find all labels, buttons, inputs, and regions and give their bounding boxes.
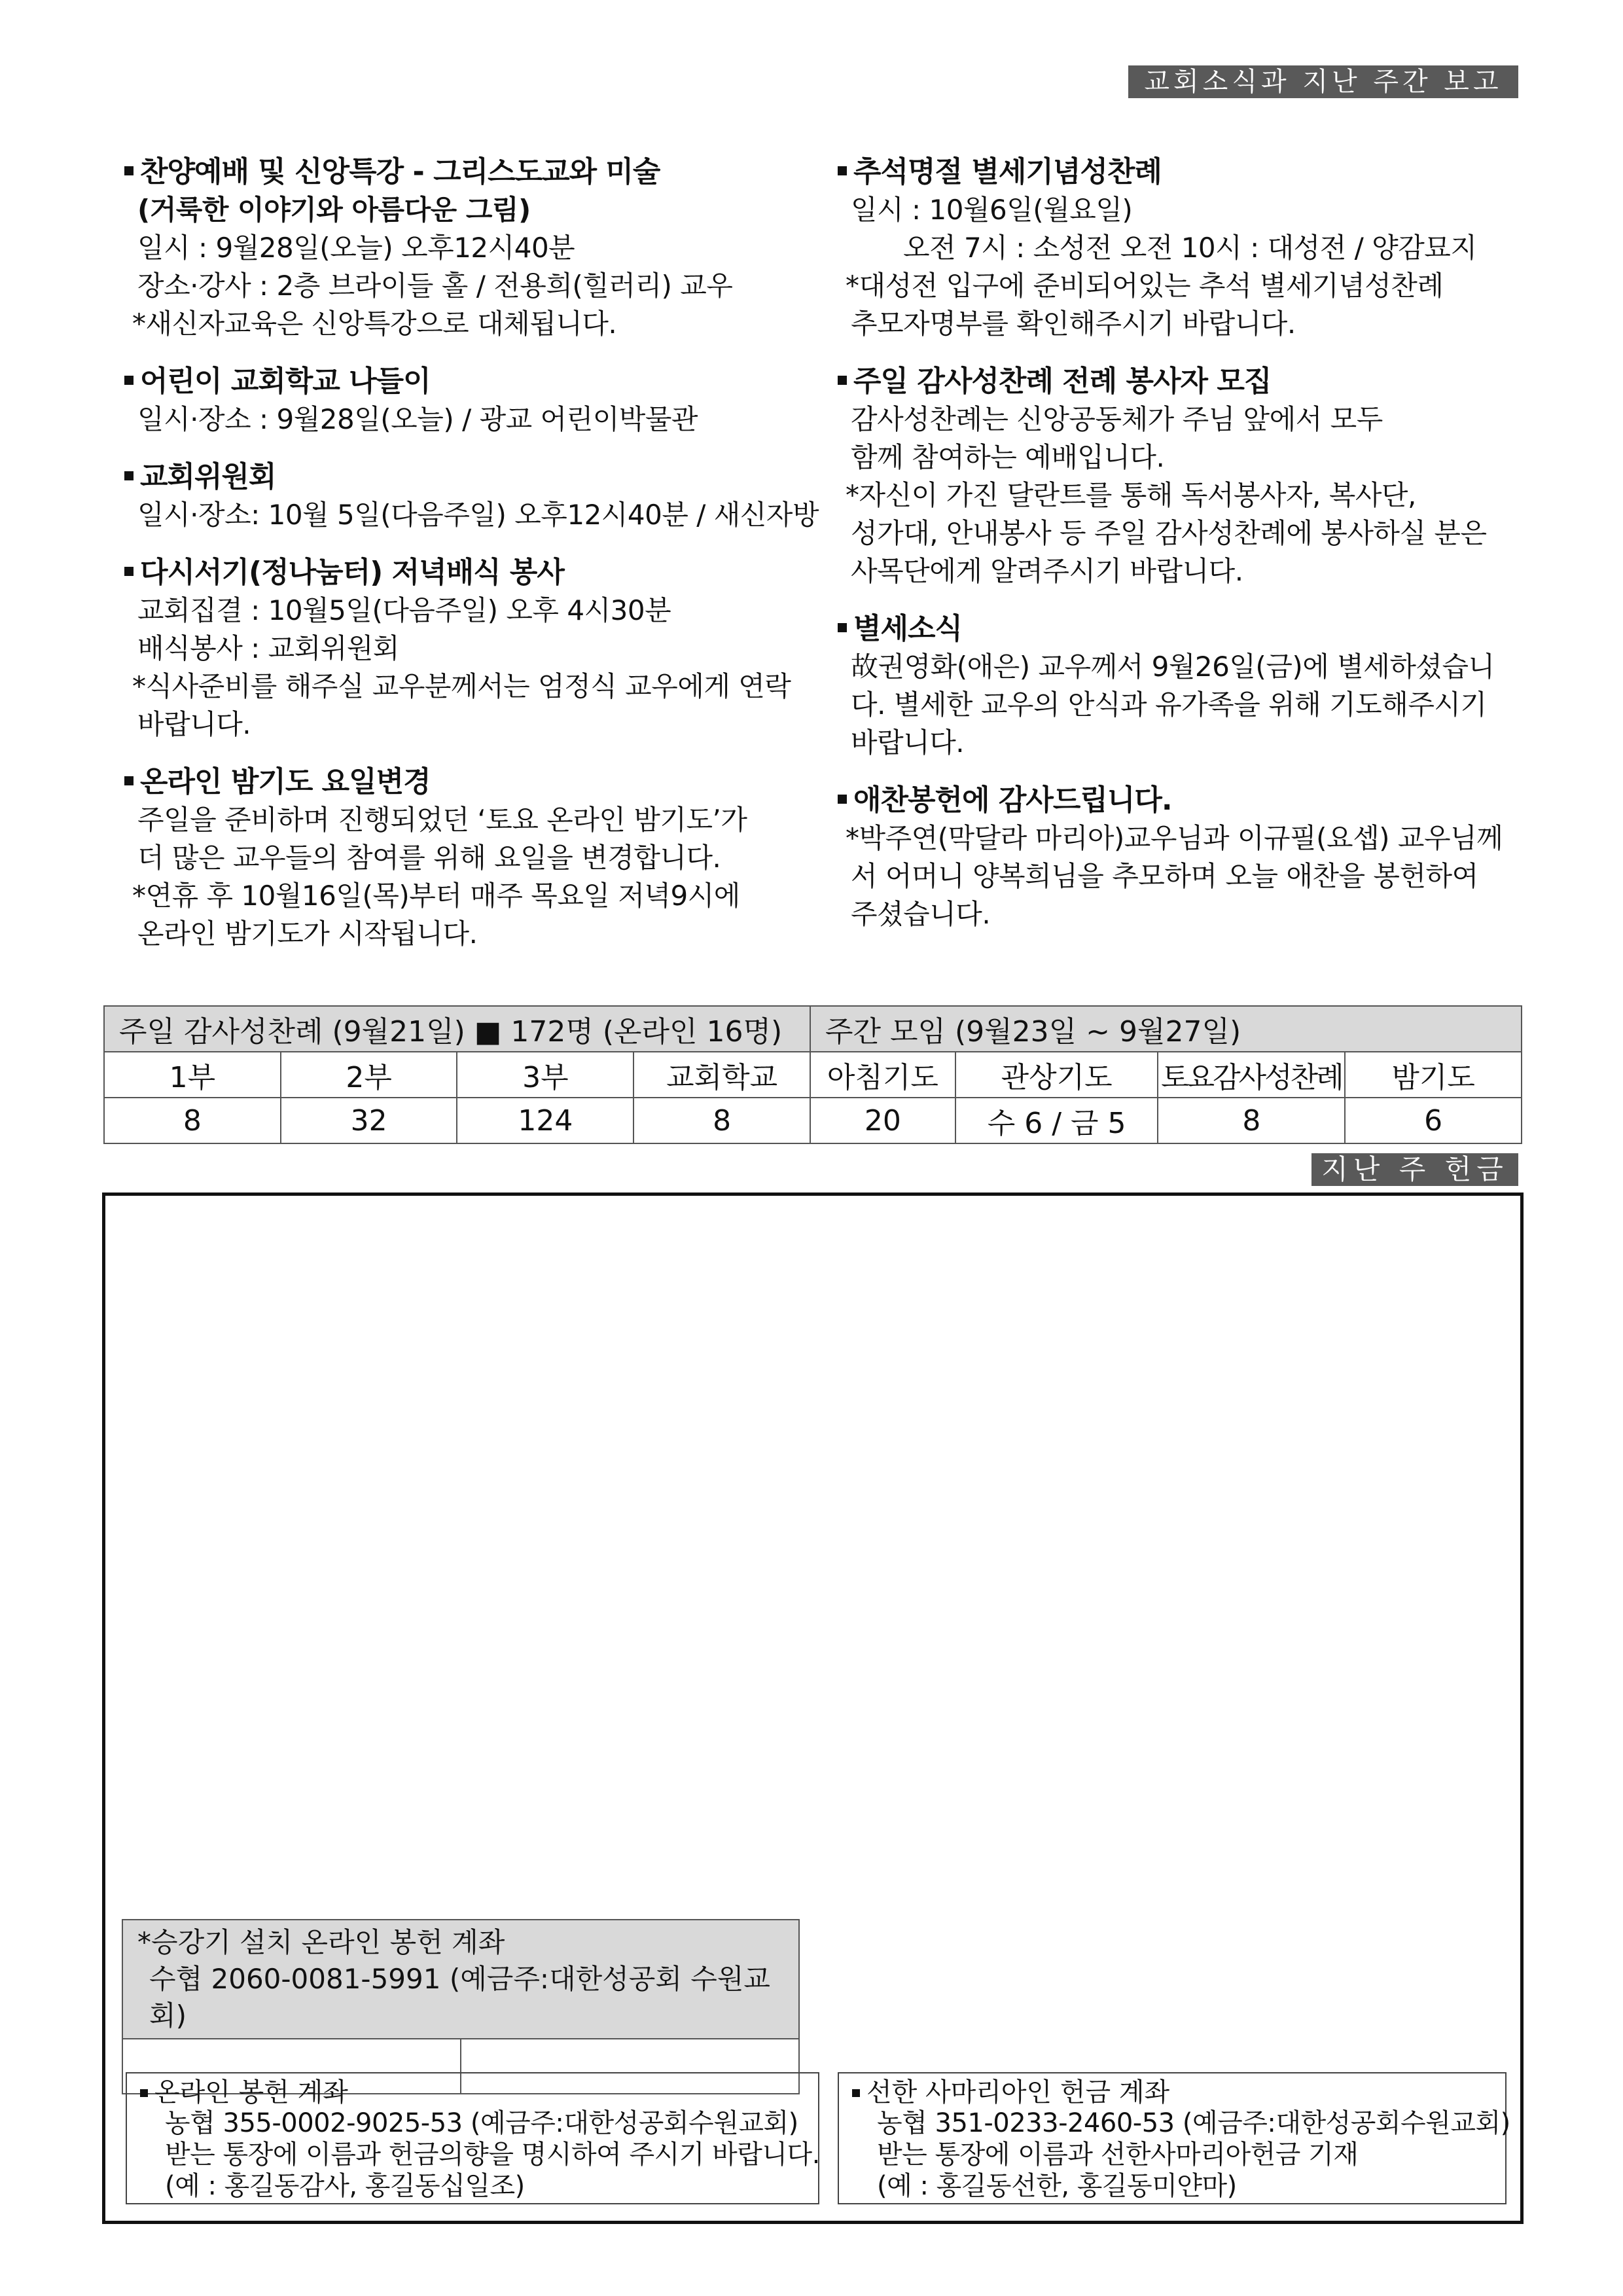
- news-section-line: 배식봉사 : 교회위원회: [137, 632, 400, 664]
- square-bullet-icon: [838, 795, 847, 804]
- news-section-title-text: 주일 감사성찬례 전례 봉사자 모집: [853, 365, 1272, 398]
- square-bullet-icon: [140, 2089, 148, 2097]
- news-section-line: 오전 7시 : 소성전 오전 10시 : 대성전 / 양감묘지: [903, 232, 1477, 264]
- news-section-line: 사목단에게 알려주시기 바랍니다.: [851, 555, 1243, 587]
- news-section-line: 온라인 밤기도가 시작됩니다.: [137, 918, 478, 950]
- attendance-value: 6: [1345, 1098, 1522, 1143]
- news-column-left: [124, 153, 819, 973]
- news-section-line: 성가대, 안내봉사 등 주일 감사성찬례에 봉사하실 분은: [851, 517, 1487, 549]
- news-section: [838, 781, 1522, 933]
- news-section-title: [838, 153, 1522, 191]
- news-section-line: *연휴 후 10월16일(목)부터 매주 목요일 저녁9시에: [132, 880, 740, 912]
- news-section-title-text: 어린이 교회학교 나들이: [140, 365, 431, 398]
- news-section-title: [124, 153, 808, 191]
- online-offering-account-box: [126, 2072, 819, 2204]
- news-section-title: [838, 781, 1522, 819]
- news-section-line: 함께 참여하는 예배입니다.: [851, 441, 1165, 473]
- attendance-column-label: 교회학교: [633, 1052, 810, 1098]
- news-section-title: [124, 458, 808, 496]
- elevator-account-title: *승강기 설치 온라인 봉헌 계좌: [137, 1926, 505, 1958]
- news-column-right: [838, 153, 1522, 953]
- news-section-line: *식사준비를 해주실 교우분께서는 엄정식 교우에게 연락: [132, 670, 791, 702]
- news-section-line: 추모자명부를 확인해주시기 바랍니다.: [851, 308, 1296, 340]
- attendance-column-label: 관상기도: [955, 1052, 1158, 1098]
- attendance-column-label: 밤기도: [1345, 1052, 1522, 1098]
- news-section-line: 바랍니다.: [851, 726, 965, 759]
- news-section-line: 일시 : 10월6일(월요일): [851, 194, 1133, 226]
- news-section-line: 일시·장소 : 9월28일(오늘) / 광교 어린이박물관: [137, 403, 698, 435]
- news-section-title: [838, 363, 1522, 401]
- news-section-title: [124, 363, 808, 401]
- attendance-value: 8: [1158, 1098, 1345, 1143]
- news-section-line: *자신이 가진 달란트를 통해 독서봉사자, 복사단,: [846, 479, 1416, 511]
- attendance-table: [103, 1005, 1522, 1144]
- attendance-column-label: 2부: [281, 1052, 457, 1098]
- news-section-line: (거룩한 이야기와 아름다운 그림): [137, 194, 531, 226]
- news-section-line: 일시·장소: 10월 5일(다음주일) 오후12시40분 / 새신자방: [137, 499, 819, 531]
- news-section-line: 다. 별세한 교우의 안식과 유가족을 위해 기도해주시기: [851, 689, 1487, 721]
- attendance-value: 8: [104, 1098, 281, 1143]
- online-account-line: (예 : 홍길동감사, 홍길동십일조): [165, 2171, 525, 2201]
- samaritan-account-line: 농협 351-0233-2460-53 (예금주:대한성공회수원교회): [877, 2108, 1510, 2138]
- news-section-line: 주셨습니다.: [851, 898, 991, 930]
- news-section-title-text: 다시서기(정나눔터) 저녁배식 봉사: [140, 556, 564, 589]
- offering-tag: 지난 주 헌금: [1311, 1153, 1518, 1186]
- news-section-line: *박주연(막달라 마리아)교우님과 이규필(요셉) 교우님께: [846, 822, 1503, 854]
- news-section-title: [838, 610, 1522, 648]
- news-section: [124, 554, 808, 744]
- attendance-column-label: 3부: [457, 1052, 633, 1098]
- elevator-account-table: [122, 1919, 800, 2094]
- elevator-account-header: [122, 1920, 799, 2039]
- news-section-title-text: 애찬봉헌에 감사드립니다.: [853, 783, 1172, 817]
- online-account-title: 온라인 봉헌 계좌: [154, 2077, 348, 2108]
- attendance-column-row: [104, 1052, 1522, 1098]
- samaritan-account-line: 받는 통장에 이름과 선한사마리아헌금 기재: [877, 2140, 1359, 2170]
- square-bullet-icon: [124, 471, 134, 480]
- news-section-title-text: 추석명절 별세기념성찬례: [853, 155, 1162, 188]
- square-bullet-icon: [838, 166, 847, 175]
- news-section-title-text: 교회위원회: [140, 460, 276, 493]
- news-section-title: [124, 554, 808, 592]
- samaritan-account-title: 선한 사마리아인 헌금 계좌: [866, 2077, 1170, 2108]
- square-bullet-icon: [838, 376, 847, 385]
- square-bullet-icon: [124, 376, 134, 385]
- news-section-line: 일시 : 9월28일(오늘) 오후12시40분: [137, 232, 575, 264]
- news-section: [838, 363, 1522, 590]
- attendance-value: 124: [457, 1098, 633, 1143]
- news-section-title-text: 찬양예배 및 신앙특강 - 그리스도교와 미술: [140, 155, 660, 188]
- samaritan-account-box: [838, 2072, 1510, 2204]
- square-bullet-icon: [124, 166, 134, 175]
- attendance-value: 수 6 / 금 5: [955, 1098, 1158, 1143]
- news-section: [838, 610, 1522, 762]
- news-section: [124, 153, 808, 343]
- news-section-line: 교회집결 : 10월5일(다음주일) 오후 4시30분: [137, 594, 671, 626]
- samaritan-account-line: (예 : 홍길동선한, 홍길동미얀마): [877, 2171, 1237, 2201]
- attendance-value: 20: [810, 1098, 955, 1143]
- attendance-column-label: 아침기도: [810, 1052, 955, 1098]
- news-section-line: 주일을 준비하며 진행되었던 ‘토요 온라인 밤기도’가: [137, 804, 747, 836]
- news-section-title: [124, 763, 808, 801]
- online-account-line: 받는 통장에 이름과 헌금의향을 명시하여 주시기 바랍니다.: [165, 2140, 820, 2170]
- news-section-line: 더 많은 교우들의 참여를 위해 요일을 변경합니다.: [137, 842, 721, 874]
- news-section-line: *새신자교육은 신앙특강으로 대체됩니다.: [132, 308, 617, 340]
- attendance-value: 32: [281, 1098, 457, 1143]
- news-section-line: 감사성찬례는 신앙공동체가 주님 앞에서 모두: [851, 403, 1383, 435]
- news-section-line: 故권영화(애은) 교우께서 9월26일(금)에 별세하셨습니: [851, 651, 1495, 683]
- news-section-line: *대성전 입구에 준비되어있는 추석 별세기념성찬례: [846, 270, 1444, 302]
- news-section-line: 장소·강사 : 2층 브라이들 홀 / 전용희(힐러리) 교우: [137, 270, 733, 302]
- news-section-line: 서 어머니 양복희님을 추모하며 오늘 애찬을 봉헌하여: [851, 860, 1478, 892]
- sunday-attendance-header: 주일 감사성찬례 (9월21일) ■ 172명 (온라인 16명): [104, 1006, 810, 1052]
- square-bullet-icon: [852, 2089, 860, 2097]
- attendance-value-row: [104, 1098, 1522, 1143]
- news-section: [838, 153, 1522, 343]
- news-section-title-text: 별세소식: [853, 612, 963, 645]
- square-bullet-icon: [838, 623, 847, 632]
- news-section-title-text: 온라인 밤기도 요일변경: [140, 765, 431, 798]
- elevator-account-number: 수협 2060-0081-5991 (예금주:대한성공회 수원교회): [149, 1963, 770, 2032]
- attendance-header-row: [104, 1006, 1522, 1052]
- news-section: [124, 763, 808, 953]
- attendance-column-label: 토요감사성찬례: [1158, 1052, 1345, 1098]
- square-bullet-icon: [124, 776, 134, 785]
- news-section-line: 바랍니다.: [137, 708, 251, 740]
- attendance-value: 8: [633, 1098, 810, 1143]
- weekly-attendance-header: 주간 모임 (9월23일 ~ 9월27일): [810, 1006, 1522, 1052]
- online-account-line: 농협 355-0002-9025-53 (예금주:대한성공회수원교회): [165, 2108, 798, 2138]
- section-header-tag: 교회소식과 지난 주간 보고: [1128, 65, 1518, 98]
- attendance-column-label: 1부: [104, 1052, 281, 1098]
- news-section: [124, 363, 808, 439]
- square-bullet-icon: [124, 567, 134, 576]
- news-section: [124, 458, 819, 534]
